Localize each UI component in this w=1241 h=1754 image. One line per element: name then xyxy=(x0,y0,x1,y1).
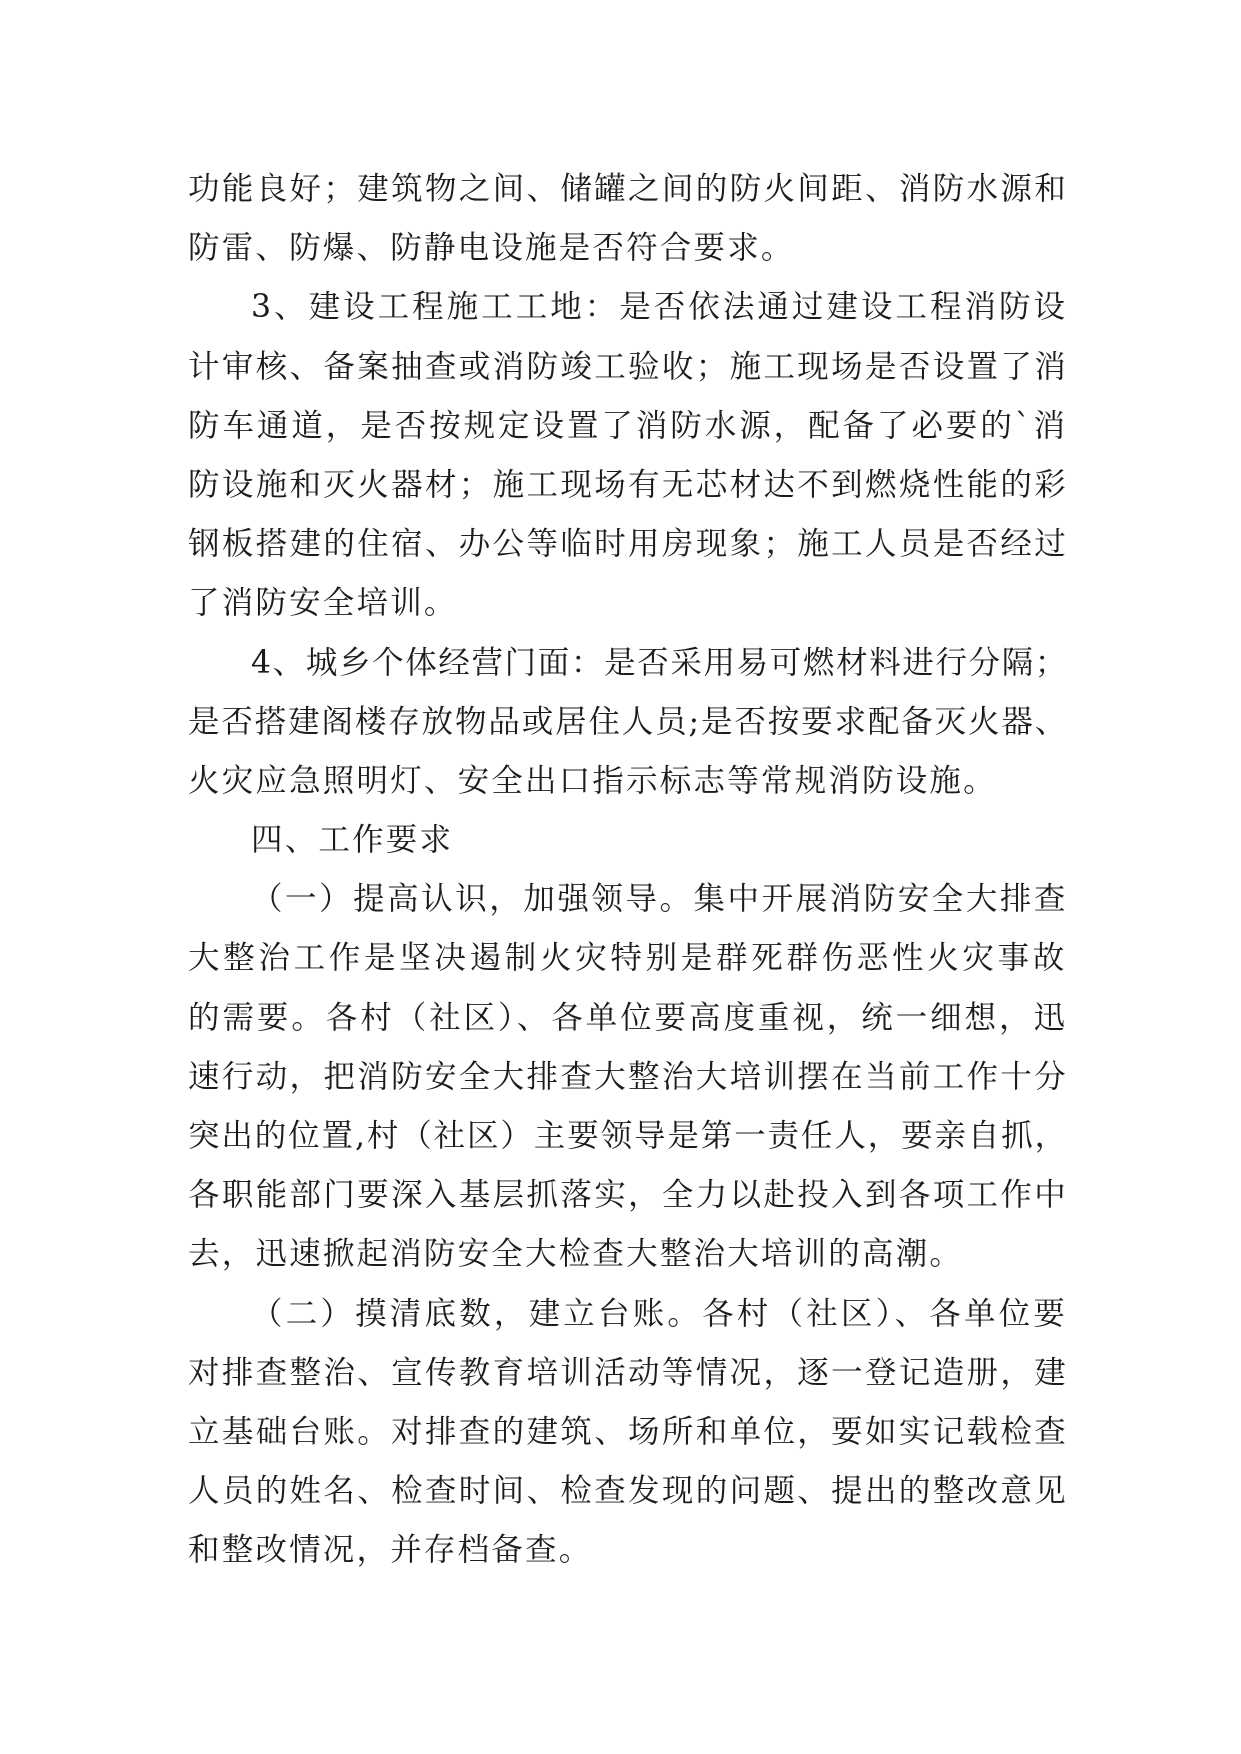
text-line: 钢板搭建的住宿、办公等临时用房现象；施工人员是否经过 xyxy=(188,526,1069,563)
text-line: 防车通道，是否按规定设置了消防水源，配备了必要的`消 xyxy=(188,407,1068,444)
text-line: 速行动，把消防安全大排查大整治大培训摆在当前工作十分 xyxy=(188,1058,1069,1095)
text-line: （一）提高认识，加强领导。集中开展消防安全大排查 xyxy=(251,881,1068,918)
text-line: 各职能部门要深入基层抓落实，全力以赴投入到各项工作中 xyxy=(188,1177,1069,1214)
text-line: 突出的位置,村（社区）主要领导是第一责任人，要亲自抓， xyxy=(188,1118,1069,1154)
text-line: 了消防安全培训。 xyxy=(188,585,458,622)
text-line: 功能良好；建筑物之间、储罐之间的防火间距、消防水源和 xyxy=(188,171,1069,207)
text-line: 3、建设工程施工工地：是否依法通过建设工程消防设 xyxy=(251,289,1069,326)
text-line: 和整改情况，并存档备查。 xyxy=(188,1532,593,1569)
text-line: 计审核、备案抽查或消防竣工验收；施工现场是否设置了消 xyxy=(188,348,1069,385)
text-line: 四、工作要求 xyxy=(251,822,454,859)
text-line: 人员的姓名、检查时间、检查发现的问题、提出的整改意见 xyxy=(188,1473,1069,1510)
text-line: 大整治工作是坚决遏制火灾特别是群死群伤恶性火灾事故 xyxy=(188,940,1069,977)
text-line: 立基础台账。对排查的建筑、场所和单位，要如实记载检查 xyxy=(188,1413,1069,1450)
text-line: 防雷、防爆、防静电设施是否符合要求。 xyxy=(188,230,795,267)
text-line: 去，迅速掀起消防安全大检查大整治大培训的高潮。 xyxy=(188,1236,964,1273)
text-line: 的需要。各村（社区）、各单位要高度重视，统一细想，迅 xyxy=(188,999,1068,1036)
text-line: 4、城乡个体经营门面：是否采用易可燃材料进行分隔； xyxy=(251,644,1069,681)
text-line: 防设施和灭火器材；施工现场有无芯材达不到燃烧性能的彩 xyxy=(188,466,1069,503)
text-line: 是否搭建阁楼存放物品或居住人员;是否按要求配备灭火器、 xyxy=(188,703,1069,740)
text-line: （二）摸清底数，建立台账。各村（社区）、各单位要 xyxy=(251,1295,1069,1332)
text-line: 火灾应急照明灯、安全出口指示标志等常规消防设施。 xyxy=(188,762,997,799)
text-line: 对排查整治、宣传教育培训活动等情况，逐一登记造册，建 xyxy=(188,1354,1069,1391)
document-body xyxy=(188,160,1068,1581)
